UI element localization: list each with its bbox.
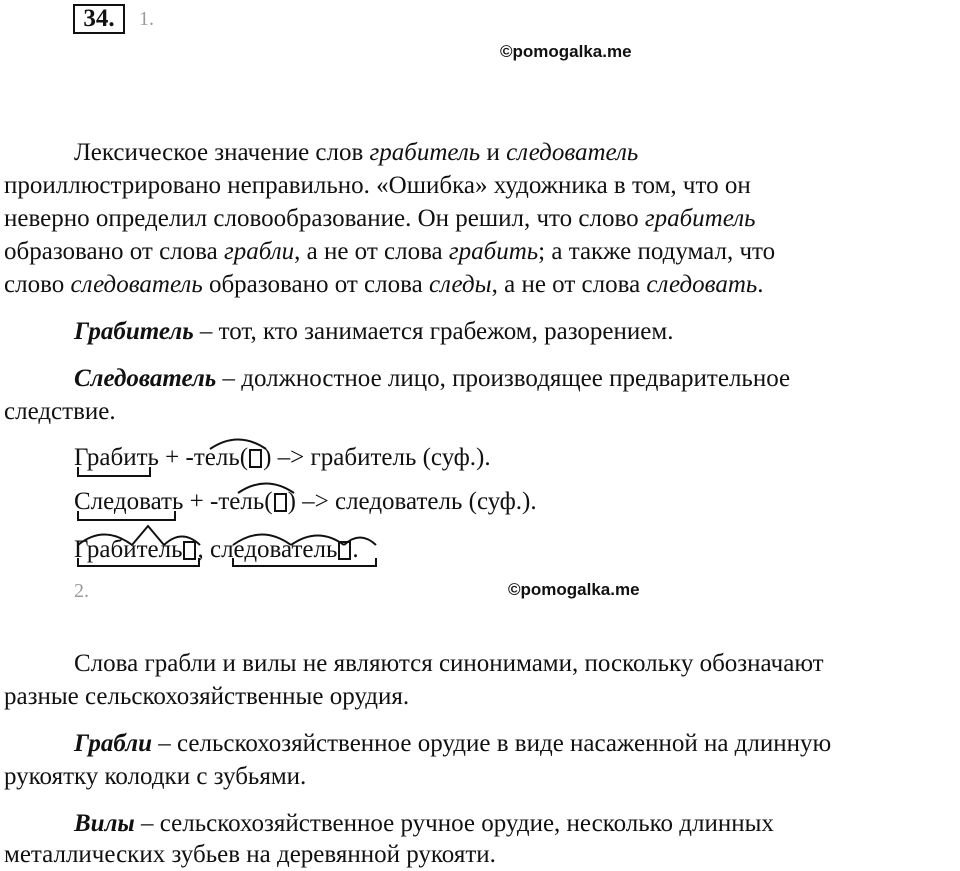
definition-grabli-cont: рукоятку колодки с зубьями.	[4, 763, 307, 790]
intro-word: грабитель	[644, 205, 756, 232]
definition-text: – сельскохозяйственное ручное орудие, несколько длинных	[134, 810, 774, 837]
definition-text: – тот, кто занимается грабежом, разорением.	[193, 318, 674, 345]
base-bracket	[78, 558, 199, 566]
intro-word: следователь	[506, 139, 639, 166]
part-2-label: 2.	[74, 580, 89, 602]
formation-base: Следовать	[74, 488, 184, 515]
analysis-separator: ,	[197, 536, 210, 563]
intro-text: образовано от слова	[202, 271, 429, 298]
suffix-arc	[210, 440, 266, 450]
intro-text: слово	[4, 271, 71, 298]
definition-vily-cont: металлических зубьев на деревянной рукояти.	[4, 841, 496, 868]
base-bracket	[78, 467, 150, 476]
definition-text: – должностное лицо, производящее предварительное	[216, 365, 791, 392]
watermark: ©pomogalka.me	[508, 580, 640, 599]
analysis-word-2: следователь	[209, 536, 338, 563]
root-arc	[78, 535, 132, 546]
formation-plus: + -	[183, 488, 219, 515]
intro-word: грабить	[448, 238, 539, 265]
intro-text: и	[480, 139, 507, 166]
intro-word: следователь	[70, 271, 203, 298]
suffix-arc	[291, 536, 344, 546]
exercise-number: 34.	[73, 4, 125, 34]
suffix-arc	[344, 538, 376, 546]
formation-base: Грабить	[74, 444, 159, 471]
definition-grabli	[74, 727, 831, 760]
formation-suffix: тель	[193, 444, 240, 471]
definition-vily	[74, 807, 774, 840]
base-bracket	[233, 558, 376, 566]
watermark: ©pomogalka.me	[500, 42, 632, 61]
suffix-arc	[164, 537, 200, 546]
definition-term: Грабли	[74, 730, 152, 757]
ending-paren: (	[239, 444, 249, 471]
formation-plus: + -	[158, 444, 194, 471]
intro-text: , а не от слова	[491, 271, 647, 298]
analysis-end: .	[352, 536, 359, 563]
suffix-cap	[132, 526, 164, 545]
intro-word: грабитель	[369, 139, 481, 166]
intro-text: неверно определил словообразование. Он решил, что слово	[4, 205, 645, 232]
formation-result: ) –> грабитель (суф.).	[263, 444, 491, 471]
intro-word: следовать	[646, 271, 758, 298]
part-1-label: 1.	[139, 8, 154, 30]
root-arc	[233, 535, 291, 546]
base-bracket	[78, 511, 175, 520]
ending-paren: (	[264, 488, 273, 515]
part2-intro-line-1: Слова грабли и вилы не являются синонимами, поскольку обозначают	[74, 650, 824, 677]
definition-text: – сельскохозяйственное орудие в виде насаженной на длинную	[152, 730, 832, 757]
intro-text: .	[757, 271, 764, 298]
intro-text: Лексическое значение слов	[74, 139, 370, 166]
intro-text: , а не от слова	[294, 238, 449, 265]
analysis-word-1: Грабитель	[74, 536, 183, 563]
intro-word: следы	[428, 271, 492, 298]
intro-text: ; а также подумал, что	[538, 238, 776, 265]
suffix-arc	[238, 484, 294, 494]
definition-term: Следователь	[74, 365, 217, 392]
definition-term: Вилы	[74, 810, 135, 837]
definition-sledovatel-cont: следствие.	[4, 398, 116, 425]
intro-text: образовано от слова	[4, 238, 224, 265]
formation-suffix: тель	[218, 488, 265, 515]
definition-term: Грабитель	[74, 318, 194, 345]
intro-line-2: проиллюстрировано неправильно. «Ошибка» художника в том, что он	[4, 172, 751, 199]
part2-intro-line-2: разные сельскохозяйственные орудия.	[4, 683, 410, 710]
intro-word: грабли	[223, 238, 295, 265]
formation-result: ) –> следователь (суф.).	[287, 488, 537, 515]
